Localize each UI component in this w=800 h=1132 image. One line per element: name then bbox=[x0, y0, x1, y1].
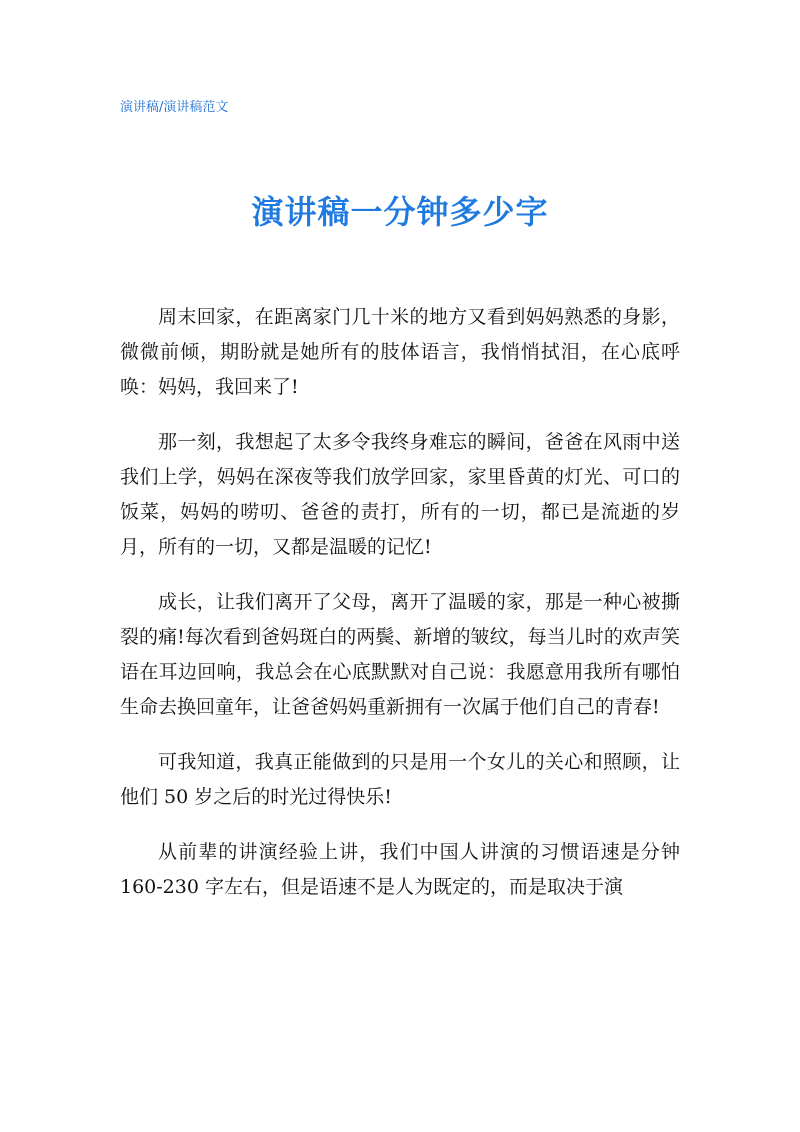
breadcrumb-link-speech-samples[interactable]: 演讲稿范文 bbox=[163, 100, 229, 115]
paragraph-2: 那一刻，我想起了太多令我终身难忘的瞬间，爸爸在风雨中送我们上学，妈妈在深夜等我们放学回家，家里昏黄的灯光、可口的饭菜，妈妈的唠叨、爸爸的责打，所有的一切，都已是流逝的岁月，所有的一切，又都是温暖的记忆! bbox=[120, 431, 680, 558]
page-title: 演讲稿一分钟多少字 bbox=[251, 193, 549, 231]
breadcrumb-separator: / bbox=[159, 100, 164, 115]
breadcrumb-link-speech[interactable]: 演讲稿 bbox=[120, 100, 160, 115]
paragraph-3: 成长，让我们离开了父母，离开了温暖的家，那是一种心被撕裂的痛!每次看到爸妈斑白的两鬓、新增的皱纹，每当儿时的欢声笑语在耳边回响，我总会在心底默默对自己说：我愿意用我所有哪怕生命去换回童年，让爸爸妈妈重新拥有一次属于他们自己的青春! bbox=[120, 591, 680, 718]
paragraph-5: 从前辈的讲演经验上讲，我们中国人讲演的习惯语速是分钟 160-230 字左右，但是语速不是人为既定的，而是取决于演 bbox=[120, 841, 680, 898]
article-body bbox=[120, 300, 680, 925]
paragraph-1: 周末回家，在距离家门几十米的地方又看到妈妈熟悉的身影，微微前倾，期盼就是她所有的肢体语言，我悄悄拭泪，在心底呼唤：妈妈，我回来了! bbox=[120, 306, 680, 398]
breadcrumb bbox=[120, 99, 228, 117]
paragraph-4: 可我知道，我真正能做到的只是用一个女儿的关心和照顾，让他们 50 岁之后的时光过得快乐! bbox=[120, 751, 680, 808]
